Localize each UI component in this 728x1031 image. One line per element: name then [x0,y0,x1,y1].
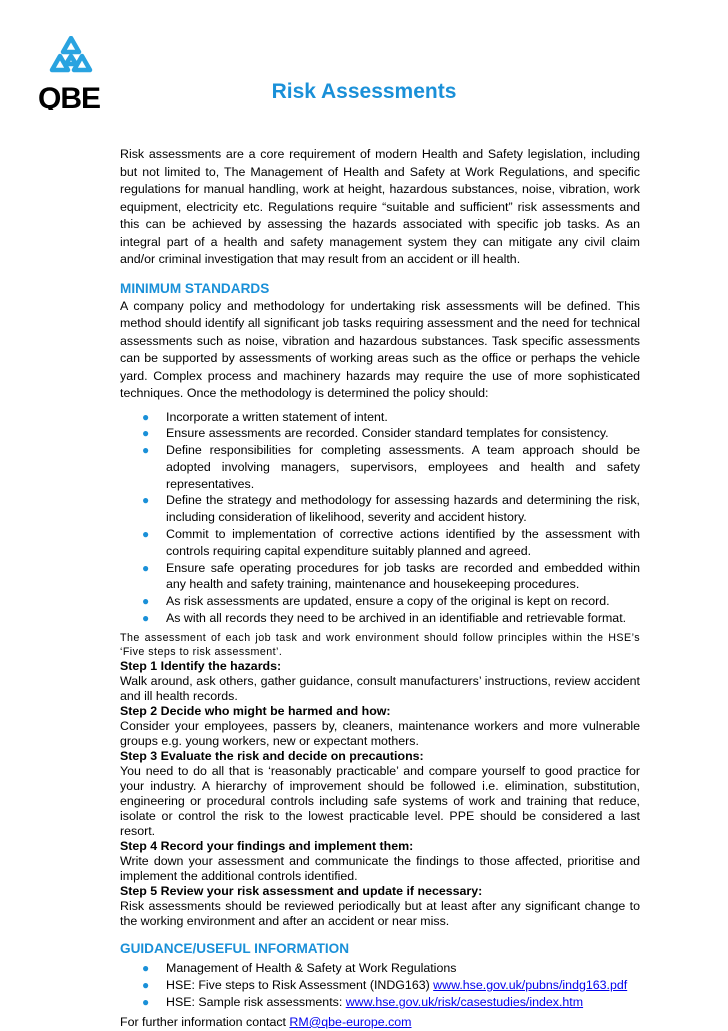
logo-wordmark: QBE [38,82,101,110]
list-item: ● Define the strategy and methodology for assessing hazards and determining the risk, including consideration of likelihood, severity and accident history. [142,493,640,525]
bullet-icon: ● [142,594,150,609]
contact-email-link[interactable]: RM@qbe-europe.com [289,1014,412,1029]
list-item: ● As risk assessments are updated, ensure a copy of the original is kept on record. [142,594,610,609]
step-2 [120,704,640,749]
bullet-icon: ● [142,994,150,1009]
document-body [120,146,640,1031]
guidance-heading: GUIDANCE/USEFUL INFORMATION [120,940,350,956]
list-item: ● Define responsibilities for completing assessments. A team approach should be adopted involving managers, supervisors, employees and health and safety representatives. [142,443,640,491]
bullet-icon: ● [142,527,150,542]
contact-line: For further information contact RM@qbe-europe.com [120,1014,412,1029]
bullet-icon: ● [142,977,150,992]
bullet-icon: ● [142,493,150,508]
step-text: Consider your employees, passers by, cleaners, maintenance workers and more vulnerable groups e.g. young workers, new or expectant mothers. [120,718,640,748]
step-text: Risk assessments should be reviewed periodically but at least after any significant change to the working environment and after an accident or near miss. [120,898,640,928]
step-title: Step 2 Decide who might be harmed and how: [120,703,391,718]
bullet-icon: ● [142,443,150,458]
bullet-icon: ● [142,960,150,975]
step-4 [120,839,640,884]
minimum-standards-text: A company policy and methodology for undertaking risk assessments will be defined. This method should identify all significant job tasks requiring assessment and the need for technical assessments such as noise, vibration and hazardous substances. Task specific assessments can be supported by assessments of working areas such as the office or perhaps the vehicle yard. Complex process and machinery hazards may require the use of more sophisticated techniques. Once the methodology is determined the policy should: [120,298,640,400]
steps-intro: The assessment of each job task and work environment should follow principles within the HSE’s ‘Five steps to risk assessment’. [120,631,640,658]
guidance-list [120,960,640,1011]
step-text: Write down your assessment and communicate the findings to those affected, prioritise and implement the additional controls identified. [120,853,640,883]
bullet-icon: ● [142,611,150,626]
list-item: ● Ensure assessments are recorded. Consider standard templates for consistency. [142,426,609,441]
indg163-link[interactable]: www.hse.gov.uk/pubns/indg163.pdf [433,977,628,992]
step-5 [120,884,640,929]
step-title: Step 3 Evaluate the risk and decide on precautions: [120,748,424,763]
list-item: ● As with all records they need to be archived in an identifiable and retrievable format. [142,611,627,626]
list-item: ● Management of Health & Safety at Work Regulations [142,960,457,975]
list-item: ● HSE: Sample risk assessments: www.hse.gov.uk/risk/casestudies/index.htm [142,994,584,1009]
bullet-icon: ● [142,560,150,575]
minimum-standards-heading: MINIMUM STANDARDS [120,280,270,296]
step-3 [120,749,640,839]
bullet-icon: ● [142,426,150,441]
page-title: Risk Assessments [271,80,457,103]
step-title: Step 4 Record your findings and implement them: [120,838,414,853]
list-item: ● Incorporate a written statement of intent. [142,409,388,424]
list-item: ● Commit to implementation of corrective actions identified by the assessment with controls requiring capital expenditure suitably planned and agreed. [142,527,640,558]
casestudies-link[interactable]: www.hse.gov.uk/risk/casestudies/index.htm [345,994,584,1009]
step-1 [120,659,640,704]
step-title: Step 1 Identify the hazards: [120,658,282,673]
list-item: ● HSE: Five steps to Risk Assessment (INDG163) www.hse.gov.uk/pubns/indg163.pdf [142,977,628,992]
step-title: Step 5 Review your risk assessment and update if necessary: [120,883,483,898]
list-item: ● Ensure safe operating procedures for job tasks are recorded and embedded within any health and safety training, maintenance and housekeeping procedures. [142,560,640,592]
standards-list [120,409,640,627]
step-text: Walk around, ask others, gather guidance, consult manufacturers’ instructions, review accident and ill health records. [120,673,640,703]
bullet-icon: ● [142,409,150,424]
step-text: You need to do all that is ‘reasonably practicable’ and compare yourself to good practice for your industry. A hierarchy of improvement should be followed i.e. elimination, substitution, engineering or procedural controls including safe systems of work and training that reduce, isolate or control the risk to the lowest practicable level. PPE should be considered a last resort. [120,763,640,838]
intro-paragraph: Risk assessments are a core requirement of modern Health and Safety legislation, including but not limited to, The Management of Health and Safety at Work Regulations, and specific regulations for manual handling, work at height, hazardous substances, noise, vibration, work equipment, electricity etc. Regulations require “suitable and sufficient” risk assessments and this can be achieved by assessing the hazards associated with specific job tasks. As an integral part of a health and safety management system they can mitigate any civil claim and/or criminal investigation that may result from an accident or ill health. [120,147,640,266]
